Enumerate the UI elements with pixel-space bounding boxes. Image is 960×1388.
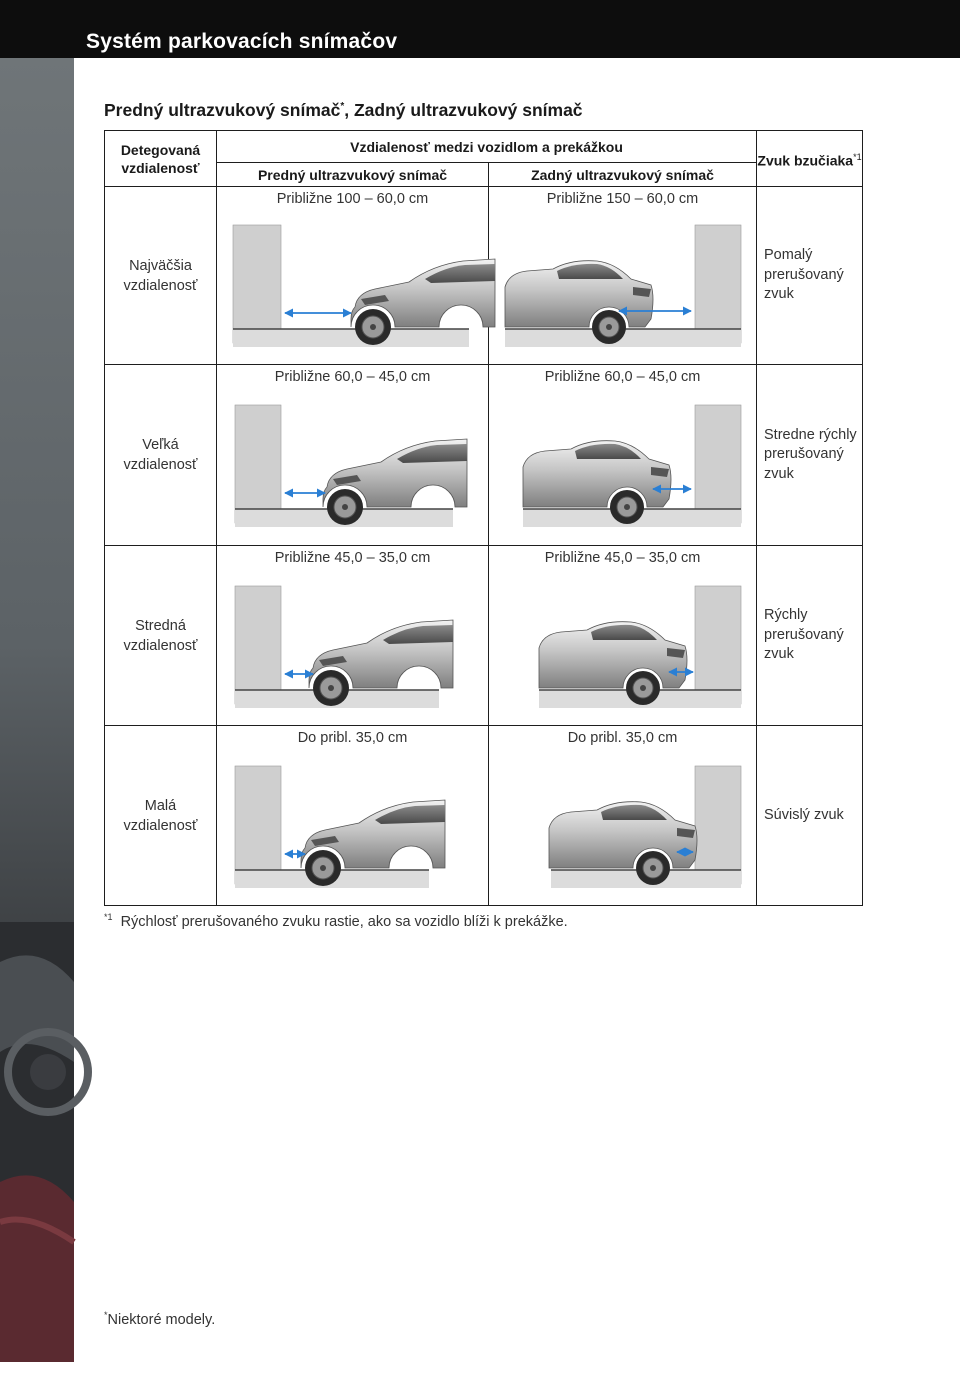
header-vehicle-distance: Vzdialenosť medzi vozidlom a prekážkou [217,131,757,163]
rear-range-label: Približne 150 – 60,0 cm [546,191,699,207]
side-photo-strip [0,58,74,1387]
front-range-label: Približne 100 – 60,0 cm [276,191,429,207]
header-bar [0,0,960,58]
header-front-sensor: Predný ultrazvukový snímač [217,163,489,187]
detected-distance-cell: Najväčšia vzdialenosť [105,187,217,365]
sensor-distance-table [104,130,863,906]
front-sensor-illustration [233,570,473,710]
table-row [105,187,863,365]
front-range-label: Približne 45,0 – 35,0 cm [274,550,431,566]
rear-sensor-illustration [503,750,743,890]
section-title-rear: , Zadný ultrazvukový snímač [344,100,583,120]
header-buzzer-note: *1 [853,151,862,162]
front-sensor-illustration [233,750,473,890]
rear-sensor-illustration [503,211,743,349]
rear-sensor-cell [489,365,757,546]
buzzer-sound-cell: Rýchly prerušovaný zvuk [757,546,863,726]
rear-range-label: Do pribl. 35,0 cm [567,730,678,746]
front-sensor-cell [217,187,489,365]
front-range-label: Približne 60,0 – 45,0 cm [274,369,431,385]
detected-distance-cell: Stredná vzdialenosť [105,546,217,726]
header-buzzer-label: Zvuk bzučiaka [757,152,854,169]
asterisk-marker: * [340,101,345,113]
table-row [105,365,863,546]
interior-photo [0,922,74,1362]
detected-distance-cell: Veľká vzdialenosť [105,365,217,546]
rear-sensor-illustration [503,570,743,710]
footnote-marker: *1 [104,912,113,922]
rear-sensor-illustration [503,389,743,529]
bottom-note [104,1310,215,1328]
rear-range-label: Približne 45,0 – 35,0 cm [544,550,701,566]
front-sensor-cell [217,546,489,726]
rear-sensor-cell [489,546,757,726]
rear-sensor-cell [489,187,757,365]
front-range-label: Do pribl. 35,0 cm [297,730,408,746]
page-number: 4-104 [4,1360,68,1387]
front-sensor-illustration [233,211,473,349]
header-title: Systém parkovacích snímačov [86,30,398,53]
rear-sensor-cell [489,726,757,906]
footnote [104,912,568,930]
section-title [104,100,583,121]
buzzer-sound-cell: Pomalý prerušovaný zvuk [757,187,863,365]
front-sensor-illustration [233,389,473,529]
buzzer-sound-cell: Stredne rýchly prerušovaný zvuk [757,365,863,546]
header-rear-sensor: Zadný ultrazvukový snímač [489,163,757,187]
front-sensor-cell [217,365,489,546]
section-title-front: Predný ultrazvukový snímač [104,100,341,120]
table-row [105,726,863,906]
rear-range-label: Približne 60,0 – 45,0 cm [544,369,701,385]
table-row [105,546,863,726]
footnote-text: Rýchlosť prerušovaného zvuku rastie, ako sa vozidlo blíži k prekážke. [120,913,568,930]
header-buzzer [757,131,863,187]
bottom-note-marker: * [104,1310,108,1320]
header-detected-distance: Detegovaná vzdialenosť [105,131,217,187]
detected-distance-cell: Malá vzdialenosť [105,726,217,906]
bottom-note-text: Niektoré modely. [107,1311,216,1328]
buzzer-sound-cell: Súvislý zvuk [757,726,863,906]
front-sensor-cell [217,726,489,906]
